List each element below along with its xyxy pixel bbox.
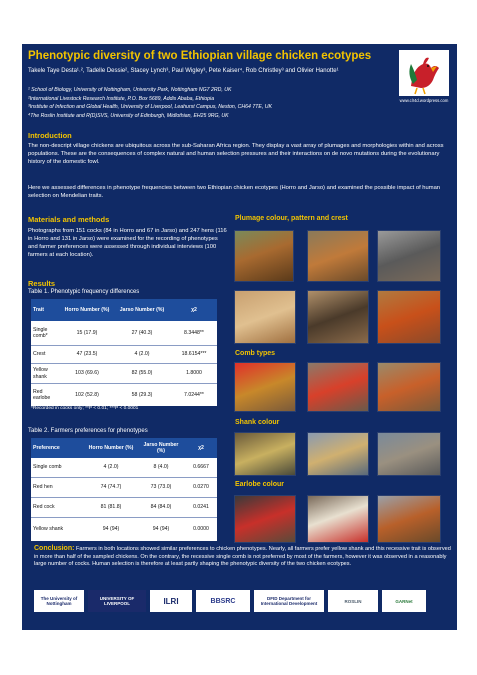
table-cell: 47 (23.5) — [76, 351, 98, 358]
table-header-cell: Trait — [33, 306, 44, 313]
plumage-photo-2 — [307, 230, 369, 282]
table-header-cell: Preference — [33, 444, 60, 451]
nottingham-logo: The University of Nottingham — [34, 590, 84, 612]
table-cell: 4 (2.0) — [103, 464, 119, 471]
introduction-paragraph-2: Here we assessed differences in phenotype frequencies between two Ethiopian chicken ecotypes (Horro and Jarso) and examined the possible impact of human selection on Mendelian traits. — [28, 185, 441, 199]
affiliation-3: ³Institute of Infection and Global Health, University of Liverpool, Leahurst Campus, Neston, CH64 7TE, UK — [28, 104, 272, 110]
table-cell: 58 (29.3) — [131, 391, 153, 398]
table-header-cell: Horro Number (%) — [88, 444, 134, 451]
plumage-photo-4 — [234, 290, 296, 344]
liverpool-logo: UNIVERSITY OF LIVERPOOL — [88, 590, 146, 612]
roslin-logo: ROSLIN — [328, 590, 378, 612]
table1-footnote: *Recorded in cocks only; **P < 0.01; ***P < 0.0001 — [31, 406, 139, 411]
table-row — [31, 498, 217, 518]
shank-photo-1 — [234, 432, 296, 476]
table-header-row — [31, 299, 217, 321]
table-header-row — [31, 438, 217, 458]
table-cell: 94 (94) — [102, 526, 120, 533]
table-cell: Single comb* — [33, 326, 48, 339]
table-cell: 82 (55.0) — [131, 370, 153, 377]
table-cell: 84 (84.0) — [150, 504, 172, 511]
ilri-logo: ILRI — [150, 590, 192, 612]
farmer-preference-table — [31, 438, 217, 541]
affiliations — [28, 86, 272, 120]
table-cell: 0.0000 — [193, 526, 209, 533]
methods-heading: Materials and methods — [28, 215, 110, 224]
earlobe-photo-1 — [234, 495, 296, 543]
poster — [22, 44, 457, 630]
table-row — [31, 346, 217, 364]
table-cell: 7.0244** — [184, 391, 204, 398]
table-row — [31, 458, 217, 478]
plumage-photo-1 — [234, 230, 294, 282]
garnet-logo: GARNet — [382, 590, 426, 612]
shank-photo-3 — [377, 432, 441, 476]
table-cell: 0.0241 — [193, 504, 209, 511]
plumage-photo-6 — [377, 290, 441, 344]
table-header-cell: Jarso Number (%) — [143, 441, 179, 454]
conclusion-paragraph — [34, 545, 452, 569]
comb-photo-3 — [377, 362, 441, 412]
earlobe-photo-2 — [307, 495, 369, 543]
table-cell: 0.6667 — [193, 464, 209, 471]
introduction-paragraph-1: The non-descript village chickens are ubiquitous across the sub-Saharan Africa region. They display a vast array of plumages and morphologies within and across populations. These are the consequences of complex natural and human selection pressures and their interactions on de novo mutations during the evolutionary history of the domestic fowl. — [28, 143, 444, 165]
table-cell: 1.8000 — [186, 370, 202, 377]
logo-url: www.clr4d.wordpress.com — [399, 98, 449, 103]
sponsor-logos — [34, 590, 446, 612]
conclusion-text: Farmers in both locations showed similar preferences to chicken phenotypes. Nearly, all farmers prefer yellow shank and this recessive trait is observed in more than half of the sampled chickens. On the contrary, the recessive single comb is not preferred by most of the farmers, however it was observed in a reasonably large number of cocks. Human selection is therefore at least partly shaping the phenotypic diversity of the two chicken ecotypes. — [34, 546, 451, 568]
table-header-cell: Horro Number (%) — [64, 306, 110, 313]
results-heading: Results — [28, 279, 56, 288]
shank-photo-2 — [307, 432, 369, 476]
comb-photo-1 — [234, 362, 296, 412]
table-cell: Red cock — [33, 504, 55, 511]
table1-title: Table 1. Phenotypic frequency differences — [28, 289, 140, 295]
table-cell: 103 (69.6) — [75, 370, 99, 377]
table-header-cell: Jarso Number (%) — [119, 306, 165, 313]
table-cell: 81 (81.8) — [100, 504, 122, 511]
table-header-cell: χ2 — [191, 306, 197, 313]
rooster-logo — [399, 50, 449, 96]
bbsrc-logo: BBSRC — [196, 590, 250, 612]
phenotype-frequency-table — [31, 299, 217, 406]
dfid-logo: DFID Department for International Development — [254, 590, 324, 612]
table-cell: 15 (17.9) — [76, 329, 98, 336]
plumage-photo-3 — [377, 230, 441, 282]
table-cell: 73 (73.0) — [150, 484, 172, 491]
table-cell: 27 (40.3) — [131, 329, 153, 336]
table-cell: 8.3448** — [184, 329, 204, 336]
table-cell: 4 (2.0) — [134, 351, 150, 358]
earlobe-heading: Earlobe colour — [235, 481, 285, 488]
earlobe-photo-3 — [377, 495, 441, 543]
table-row — [31, 321, 217, 346]
table-cell: 74 (74.7) — [100, 484, 122, 491]
author-list: Takele Taye Desta¹˒², Tadelle Dessie², Stacey Lynch³, Paul Wigley³, Pete Kaiser⁴, Rob Christley³ and Olivier Hanotte¹ — [28, 68, 339, 74]
table-cell: Red hen — [33, 484, 53, 491]
affiliation-1: ¹ School of Biology, University of Nottingham, University Park, Nottingham NG7 2RD, UK — [28, 87, 232, 93]
table-cell: Single comb — [33, 464, 62, 471]
poster-title: Phenotypic diversity of two Ethiopian village chicken ecotypes — [28, 50, 372, 62]
table-cell: 102 (52.8) — [75, 391, 99, 398]
table-cell: Yellow shank — [33, 367, 48, 380]
table-cell: 0.0270 — [193, 484, 209, 491]
plumage-photo-5 — [307, 290, 369, 344]
table-row — [31, 478, 217, 498]
table-row — [31, 384, 217, 406]
plumage-heading: Plumage colour, pattern and crest — [235, 215, 348, 222]
table-header-cell: χ2 — [198, 444, 204, 451]
table-cell: 94 (94) — [152, 526, 170, 533]
table-row — [31, 518, 217, 541]
table-cell: Yellow shank — [33, 526, 64, 533]
table-row — [31, 364, 217, 384]
introduction-heading: Introduction — [28, 131, 72, 140]
conclusion-heading: Conclusion: — [34, 545, 75, 552]
methods-paragraph: Photographs from 151 cocks (84 in Horro and 67 in Jarso) and 247 hens (116 in Horro and 131 in Jarso) were examined for the recording of phenotypes and farmer preferences were assessed through individual interviews (100 farmers at each location). — [28, 228, 227, 258]
table-cell: Crest — [33, 351, 46, 358]
table-cell: Red earlobe — [33, 388, 51, 401]
comb-photo-2 — [307, 362, 369, 412]
table-cell: 18.6154*** — [181, 351, 207, 358]
comb-heading: Comb types — [235, 350, 276, 357]
table2-title: Table 2. Farmers preferences for phenotypes — [28, 428, 148, 434]
shank-heading: Shank colour — [235, 419, 280, 426]
affiliation-4: ⁴The Roslin Institute and R(D)SVS, University of Edinburgh, Midlothian, EH25 9RG, UK — [28, 112, 229, 119]
affiliation-2: ²International Livestock Research Institute, P.O. Box 5689, Addis Ababa, Ethiopia — [28, 95, 215, 102]
table-cell: 8 (4.0) — [153, 464, 169, 471]
